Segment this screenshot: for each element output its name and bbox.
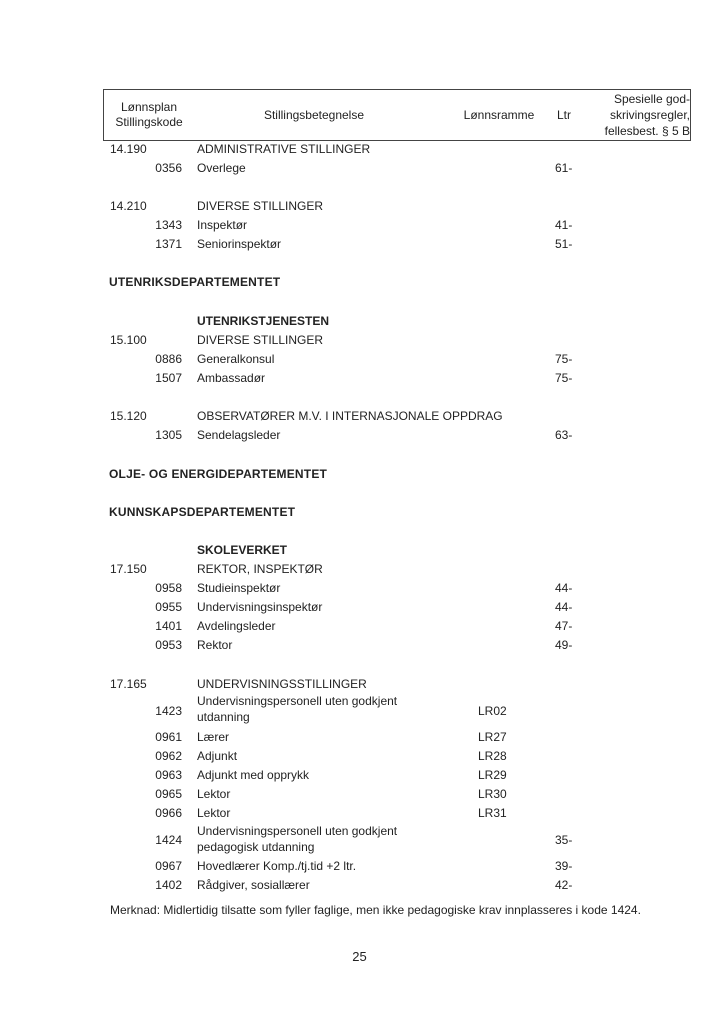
- job-code: 1401: [155, 619, 182, 633]
- job-ltr: 75-: [555, 371, 573, 385]
- job-code: 1424: [155, 833, 182, 847]
- group-title: DIVERSE STILLINGER: [197, 199, 324, 213]
- job-code: 0967: [155, 859, 182, 873]
- job-title: Undervisningsinspektør: [197, 600, 323, 614]
- header-ltr: Ltr: [556, 108, 571, 122]
- job-frame: LR02: [478, 704, 507, 718]
- job-title: Avdelingsleder: [197, 619, 276, 633]
- job-ltr: 47-: [555, 619, 573, 633]
- job-frame: LR27: [478, 730, 507, 744]
- group-title: REKTOR, INSPEKTØR: [197, 562, 323, 576]
- job-code: 0965: [155, 787, 182, 801]
- job-frame: LR28: [478, 749, 507, 763]
- job-title: Lektor: [197, 787, 231, 801]
- job-frame: LR31: [478, 806, 507, 820]
- job-title: Generalkonsul: [197, 352, 275, 366]
- job-code: 0958: [155, 581, 182, 595]
- job-ltr: 75-: [555, 352, 573, 366]
- header-col5-line3: fellesbest. § 5 B: [604, 124, 690, 138]
- job-title-line: Undervisningspersonell uten godkjent: [197, 694, 398, 708]
- group-title: DIVERSE STILLINGER: [197, 333, 324, 347]
- job-code: 1423: [155, 704, 182, 718]
- job-title: Lærer: [197, 730, 230, 744]
- job-frame: LR29: [478, 768, 507, 782]
- group-code: 15.120: [110, 409, 147, 423]
- job-title: Studieinspektør: [197, 581, 281, 595]
- job-ltr: 49-: [555, 638, 573, 652]
- job-code: 0962: [155, 749, 182, 763]
- header-lonnsplan: [104, 100, 194, 130]
- table-header: [103, 89, 691, 141]
- job-code: 0963: [155, 768, 182, 782]
- job-ltr: 35-: [555, 833, 573, 847]
- job-title: Rådgiver, sosiallærer: [197, 878, 310, 892]
- job-code: 1402: [155, 878, 182, 892]
- job-title: Overlege: [197, 161, 246, 175]
- job-title: Rektor: [197, 638, 233, 652]
- subsection-heading: UTENRIKSTJENESTEN: [197, 314, 330, 328]
- job-ltr: 63-: [555, 428, 573, 442]
- job-title: Adjunkt: [197, 749, 238, 763]
- job-title: Lektor: [197, 806, 231, 820]
- job-ltr: 41-: [555, 218, 573, 232]
- job-title: Hovedlærer Komp./tj.tid +2 ltr.: [197, 859, 357, 873]
- header-stillingsbetegnelse: Stillingsbetegnelse: [263, 108, 365, 122]
- job-frame: LR30: [478, 787, 507, 801]
- job-ltr: 44-: [555, 581, 573, 595]
- job-code: 1343: [155, 218, 182, 232]
- job-ltr: 61-: [555, 161, 573, 175]
- job-title: [197, 693, 427, 725]
- group-code: 14.190: [110, 142, 147, 156]
- job-title: Sendelagsleder: [197, 428, 281, 442]
- job-ltr: 39-: [555, 859, 573, 873]
- job-title: [197, 823, 427, 855]
- job-code: 1305: [155, 428, 182, 442]
- footnote: Merknad: Midlertidig tilsatte som fyller faglige, men ikke pedagogiske krav innplasseres i kode 1424.: [110, 903, 641, 917]
- job-ltr: 44-: [555, 600, 573, 614]
- department-heading: UTENRIKSDEPARTEMENTET: [109, 275, 281, 289]
- job-code: 1371: [155, 237, 182, 251]
- job-code: 0961: [155, 730, 182, 744]
- header-spesielle: [594, 91, 690, 139]
- job-code: 0953: [155, 638, 182, 652]
- group-title: UNDERVISNINGSSTILLINGER: [197, 677, 367, 691]
- group-code: 17.165: [110, 677, 147, 691]
- department-heading: KUNNSKAPSDEPARTEMENTET: [109, 505, 296, 519]
- header-col5-line2: skrivingsregler,: [609, 108, 690, 122]
- header-lonnsramme: Lønnsramme: [463, 108, 535, 122]
- department-heading: OLJE- OG ENERGIDEPARTEMENTET: [109, 467, 328, 481]
- job-code: 1507: [155, 371, 182, 385]
- group-title: ADMINISTRATIVE STILLINGER: [197, 142, 371, 156]
- job-title: Ambassadør: [197, 371, 266, 385]
- job-title-line: pedagogisk utdanning: [197, 840, 315, 854]
- group-title: OBSERVATØRER M.V. I INTERNASJONALE OPPDRAG: [197, 409, 503, 423]
- job-title-line: Undervisningspersonell uten godkjent: [197, 824, 398, 838]
- header-col1-line1: Lønnsplan: [120, 100, 178, 114]
- group-code: 15.100: [110, 333, 147, 347]
- job-title-line: utdanning: [197, 710, 250, 724]
- job-code: 0886: [155, 352, 182, 366]
- job-ltr: 42-: [555, 878, 573, 892]
- job-code: 0356: [155, 161, 182, 175]
- header-col5-line1: Spesielle god-: [613, 92, 690, 106]
- group-code: 14.210: [110, 199, 147, 213]
- job-code: 0955: [155, 600, 182, 614]
- job-title: Inspektør: [197, 218, 248, 232]
- job-code: 0966: [155, 806, 182, 820]
- group-code: 17.150: [110, 562, 147, 576]
- header-col1-line2: Stillingskode: [115, 115, 183, 129]
- job-title: Adjunkt med opprykk: [197, 768, 310, 782]
- job-ltr: 51-: [555, 237, 573, 251]
- page-number: 25: [352, 949, 367, 964]
- job-title: Seniorinspektør: [197, 237, 282, 251]
- subsection-heading: SKOLEVERKET: [197, 543, 288, 557]
